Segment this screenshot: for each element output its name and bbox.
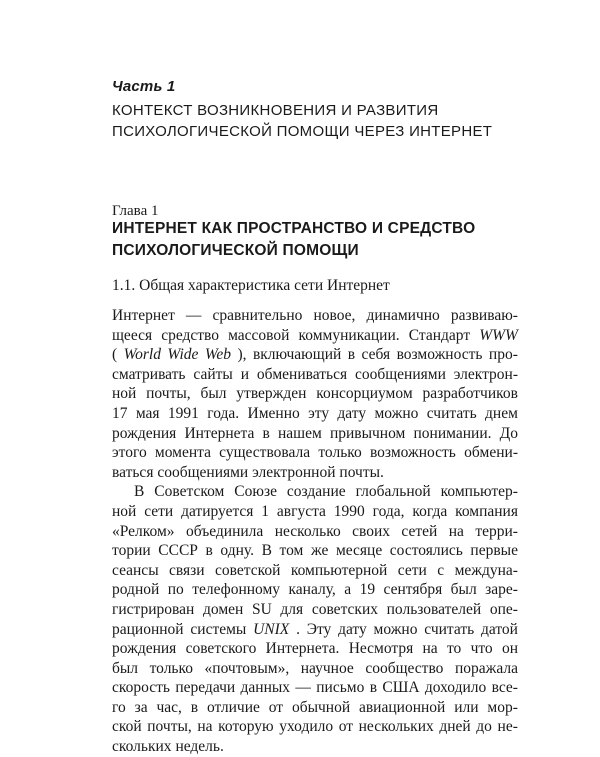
body-line xyxy=(112,678,518,698)
body-line xyxy=(112,737,518,757)
body-line xyxy=(112,698,518,718)
body-word: для xyxy=(280,600,304,618)
body-word: недель. xyxy=(175,738,224,756)
body-word: Web xyxy=(204,346,231,364)
body-word: массовой xyxy=(228,326,290,344)
body-word: динамично xyxy=(366,307,440,324)
body-word: состоялись xyxy=(389,542,463,560)
chapter-title xyxy=(112,218,532,262)
body-word: первые xyxy=(470,542,518,560)
body-word: был xyxy=(112,659,139,677)
body-word: Wide xyxy=(167,346,199,364)
body-word: World xyxy=(123,346,161,364)
body-word: До xyxy=(499,424,518,442)
body-word: час, xyxy=(156,698,182,716)
body-word: пользователей xyxy=(386,600,482,618)
body-word: компьютер- xyxy=(440,483,518,501)
body-line xyxy=(112,345,518,365)
body-word: на xyxy=(448,522,464,540)
body-word: 1 xyxy=(261,502,270,520)
body-word: WWW xyxy=(479,326,518,344)
body-word: . xyxy=(296,620,300,638)
body-word: разработчиков xyxy=(422,385,518,403)
body-word: СССР xyxy=(158,542,198,560)
body-word: 1991 xyxy=(167,404,199,422)
body-word: В xyxy=(134,483,145,501)
body-word: каналу, xyxy=(288,581,336,599)
body-word: сматривать xyxy=(112,365,186,383)
body-word: ной xyxy=(112,385,137,403)
body-word: то xyxy=(446,640,462,658)
body-line xyxy=(112,482,518,502)
body-word: глобальной xyxy=(355,483,431,501)
body-word: го xyxy=(112,698,126,716)
body-word: сетей xyxy=(401,522,438,540)
body-word: 1990 xyxy=(333,502,365,520)
body-word: от xyxy=(268,698,284,716)
body-word: одну. xyxy=(220,542,254,560)
body-word: августа xyxy=(276,502,326,520)
body-word: SU xyxy=(251,600,272,618)
body-word: своих xyxy=(352,522,391,540)
body-word: поражала xyxy=(454,659,518,677)
body-line xyxy=(112,620,518,640)
body-word: сети xyxy=(144,502,174,520)
body-word: нескольких xyxy=(358,718,434,736)
body-word: года. xyxy=(207,404,240,422)
body-word: существовала xyxy=(219,444,311,462)
body-word: можно xyxy=(374,404,419,422)
body-word: и xyxy=(240,365,249,383)
body-word: Интернет xyxy=(112,307,175,324)
body-word: все- xyxy=(491,679,518,697)
body-word: Союзе xyxy=(234,483,277,501)
body-word: Интернета xyxy=(184,424,255,442)
body-word: 17 xyxy=(112,404,128,422)
body-word: авиационной xyxy=(358,698,446,716)
body-word: обычной xyxy=(291,698,351,716)
body-word: рождения xyxy=(112,424,177,442)
body-word: про- xyxy=(488,346,518,364)
section-title: 1.1. Общая характеристика сети Интернет xyxy=(112,277,390,294)
body-word: доходило xyxy=(424,679,487,697)
body-word: дату xyxy=(338,620,367,638)
body-word: скольких xyxy=(112,738,172,756)
body-word: несколько xyxy=(274,522,341,540)
body-word: дней xyxy=(439,718,471,736)
chapter-title-line: ИНТЕРНЕТ КАК ПРОСТРАНСТВО И СРЕДСТВО xyxy=(112,220,476,237)
body-word: электрон- xyxy=(453,365,518,383)
body-word: ( xyxy=(112,346,118,364)
body-word: гистрирован xyxy=(112,600,195,618)
body-line xyxy=(112,443,518,463)
body-line xyxy=(112,384,518,404)
body-line xyxy=(112,306,518,326)
body-word: заре- xyxy=(485,581,518,599)
body-line xyxy=(112,580,518,600)
body-word: щееся xyxy=(112,326,153,344)
body-word: с xyxy=(437,561,445,579)
body-word: развиваю- xyxy=(450,307,518,324)
body-word: можно xyxy=(373,620,418,638)
body-line xyxy=(112,365,518,385)
body-word: сентября xyxy=(383,581,443,599)
body-word: советской xyxy=(215,561,281,579)
body-line xyxy=(112,522,518,542)
body-text xyxy=(112,306,518,757)
body-word: ской xyxy=(112,718,142,736)
body-word: в xyxy=(369,679,378,697)
body-word: датируется xyxy=(181,502,254,520)
body-word: объединила xyxy=(185,522,264,540)
body-word: понимании. xyxy=(413,424,492,442)
body-word: года, xyxy=(372,502,405,520)
body-line xyxy=(112,463,518,483)
body-line xyxy=(112,326,518,346)
body-word: мая xyxy=(135,404,160,422)
body-word: домен xyxy=(202,600,244,618)
body-word: датой xyxy=(480,620,518,638)
body-word: ), xyxy=(237,346,247,364)
part-title-line: КОНТЕКСТ ВОЗНИКНОВЕНИЯ И РАЗВИТИЯ xyxy=(112,102,439,119)
body-word: только xyxy=(149,659,193,677)
body-word: сайты xyxy=(193,365,233,383)
body-word: себя xyxy=(361,346,391,364)
body-word: почты, xyxy=(147,718,192,736)
body-word: утвержден xyxy=(236,385,307,403)
body-word: сообщениями xyxy=(354,365,446,383)
body-word: Несмотря xyxy=(348,640,414,658)
body-word: терри- xyxy=(475,522,518,540)
body-word: В xyxy=(261,542,272,560)
body-word: Эту xyxy=(306,620,332,638)
body-word: ной xyxy=(112,502,137,520)
body-word: днем xyxy=(485,404,518,422)
body-word: создание xyxy=(286,483,346,501)
body-word: 19 xyxy=(359,581,376,599)
body-word: родной xyxy=(112,581,160,599)
body-word: нашем xyxy=(277,424,322,442)
body-word: в xyxy=(205,542,213,560)
body-line xyxy=(112,600,518,620)
body-word: передачи xyxy=(175,679,236,697)
body-word: новое, xyxy=(313,307,356,324)
part-label: Часть 1 xyxy=(112,78,176,95)
body-word: на xyxy=(197,718,213,736)
body-word: Именно xyxy=(247,404,300,422)
body-word: опе- xyxy=(489,600,518,618)
body-word: что xyxy=(470,640,493,658)
body-word: в xyxy=(190,698,199,716)
body-word: в xyxy=(347,346,356,364)
body-word: Стандарт xyxy=(408,326,471,344)
chapter-title-line: ПСИХОЛОГИЧЕСКОЙ ПОМОЩИ xyxy=(112,242,359,259)
body-word: момента xyxy=(154,444,211,462)
body-word: дату xyxy=(337,404,367,422)
body-word: по xyxy=(167,581,184,599)
body-word: сеансы xyxy=(112,561,159,579)
body-word: привычном xyxy=(329,424,406,442)
body-word: почты, xyxy=(146,385,191,403)
body-word: сообщениями xyxy=(157,463,249,481)
body-word: обмени- xyxy=(464,444,518,462)
body-word: связи xyxy=(169,561,205,579)
body-word: до xyxy=(476,718,492,736)
body-word: Интернета. xyxy=(265,640,340,658)
body-word: компания xyxy=(455,502,518,520)
body-line xyxy=(112,404,518,424)
body-word: междуна- xyxy=(454,561,518,579)
body-word: уходило xyxy=(279,718,334,736)
body-word: рационной xyxy=(112,620,184,638)
body-word: возможность xyxy=(369,444,456,462)
body-word: Советском xyxy=(154,483,225,501)
body-line xyxy=(112,502,518,522)
body-word: эту xyxy=(308,404,330,422)
body-word: считать xyxy=(424,620,475,638)
body-word: включающий xyxy=(252,346,342,364)
body-word: же xyxy=(310,542,329,560)
body-word: UNIX xyxy=(253,620,290,638)
body-word: возможность xyxy=(396,346,483,364)
body-word: — xyxy=(295,679,311,697)
body-word: советского xyxy=(185,640,257,658)
body-word: когда xyxy=(412,502,448,520)
body-line xyxy=(112,424,518,444)
body-line xyxy=(112,659,518,679)
body-word: рождения xyxy=(112,640,177,658)
body-word: сообщество xyxy=(365,659,444,677)
body-word: скорость xyxy=(112,679,170,697)
body-word: сети xyxy=(397,561,427,579)
body-word: компьютерной xyxy=(290,561,388,579)
body-word: считать xyxy=(426,404,477,422)
body-word: научное xyxy=(300,659,354,677)
body-line xyxy=(112,639,518,659)
body-word: обмениваться xyxy=(256,365,348,383)
body-word: системы xyxy=(190,620,247,638)
body-word: электронной xyxy=(252,463,336,481)
part-title xyxy=(112,100,532,142)
body-word: коммуникации. xyxy=(298,326,400,344)
body-word: или xyxy=(454,698,479,716)
body-word: телефонному xyxy=(192,581,281,599)
body-word: он xyxy=(501,640,518,658)
chapter-label: Глава 1 xyxy=(112,203,159,219)
body-word: не- xyxy=(497,718,518,736)
body-word: мор- xyxy=(487,698,518,716)
body-line xyxy=(112,541,518,561)
body-word: консорциумом xyxy=(316,385,413,403)
body-word: отличие xyxy=(206,698,260,716)
body-word: «Релком» xyxy=(112,522,175,540)
body-word: только xyxy=(318,444,362,462)
body-word: почты. xyxy=(339,463,384,481)
body-word: а xyxy=(344,581,352,599)
body-word: был xyxy=(450,581,477,599)
body-word: за xyxy=(134,698,148,716)
body-word: был xyxy=(200,385,227,403)
body-line xyxy=(112,561,518,581)
body-word: месяце xyxy=(335,542,383,560)
body-word: на xyxy=(422,640,438,658)
body-word: США xyxy=(382,679,420,697)
body-word: в xyxy=(262,424,270,442)
body-word: письмо xyxy=(316,679,365,697)
body-word: тории xyxy=(112,542,151,560)
body-word: «почтовым», xyxy=(204,659,290,677)
body-word: средство xyxy=(161,326,219,344)
body-word: данных xyxy=(240,679,291,697)
body-word: которую xyxy=(218,718,274,736)
body-word: — xyxy=(185,307,202,324)
body-word: том xyxy=(279,542,304,560)
body-word: ваться xyxy=(112,463,154,481)
body-word: от xyxy=(338,718,354,736)
body-word: советских xyxy=(311,600,378,618)
body-line xyxy=(112,717,518,737)
body-word: этого xyxy=(112,444,147,462)
body-word: сравнительно xyxy=(212,307,303,324)
part-title-line: ПСИХОЛОГИЧЕСКОЙ ПОМОЩИ ЧЕРЕЗ ИНТЕРНЕТ xyxy=(112,123,493,140)
